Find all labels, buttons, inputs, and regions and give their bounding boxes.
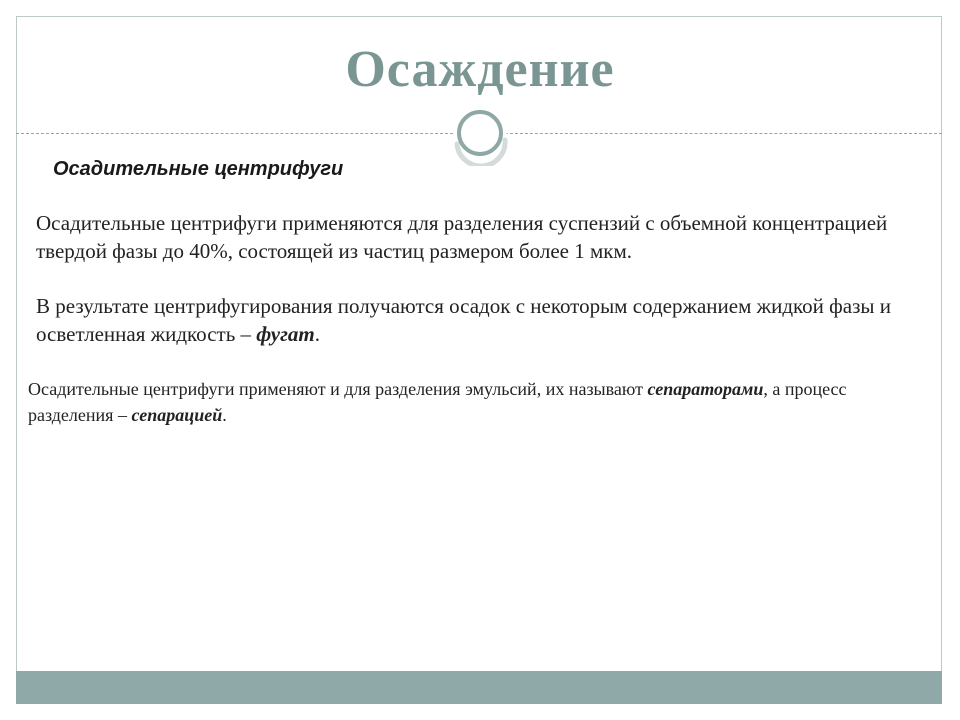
- slide-title: Осаждение: [345, 41, 615, 98]
- footer-bar: [16, 671, 942, 704]
- term-separators: сепараторами: [647, 379, 764, 399]
- paragraph-3: [28, 376, 908, 428]
- circle-ornament-icon: [447, 106, 513, 166]
- paragraph-3-text-2: , а процесс разделения –: [28, 379, 847, 425]
- paragraph-3-text-1: Осадительные центрифуги применяют и для разделения эмульсий, их называют: [28, 379, 648, 399]
- paragraph-2-end: .: [314, 322, 320, 346]
- paragraph-2: [36, 292, 916, 348]
- paragraph-2-text: В результате центрифугирования получаются осадок с некоторым содержанием жидкой фазы и осветленная жидкость –: [36, 294, 891, 346]
- paragraph-1: Осадительные центрифуги применяются для разделения суспензий с объемной концентрацией твердой фазы до 40%, состоящей из частиц размером более 1 мкм.: [36, 211, 888, 263]
- term-separation: сепарацией: [131, 405, 223, 425]
- term-fugat: фугат: [256, 322, 315, 346]
- paragraph-3-end: .: [222, 405, 227, 425]
- section-subtitle: Осадительные центрифуги: [53, 158, 344, 180]
